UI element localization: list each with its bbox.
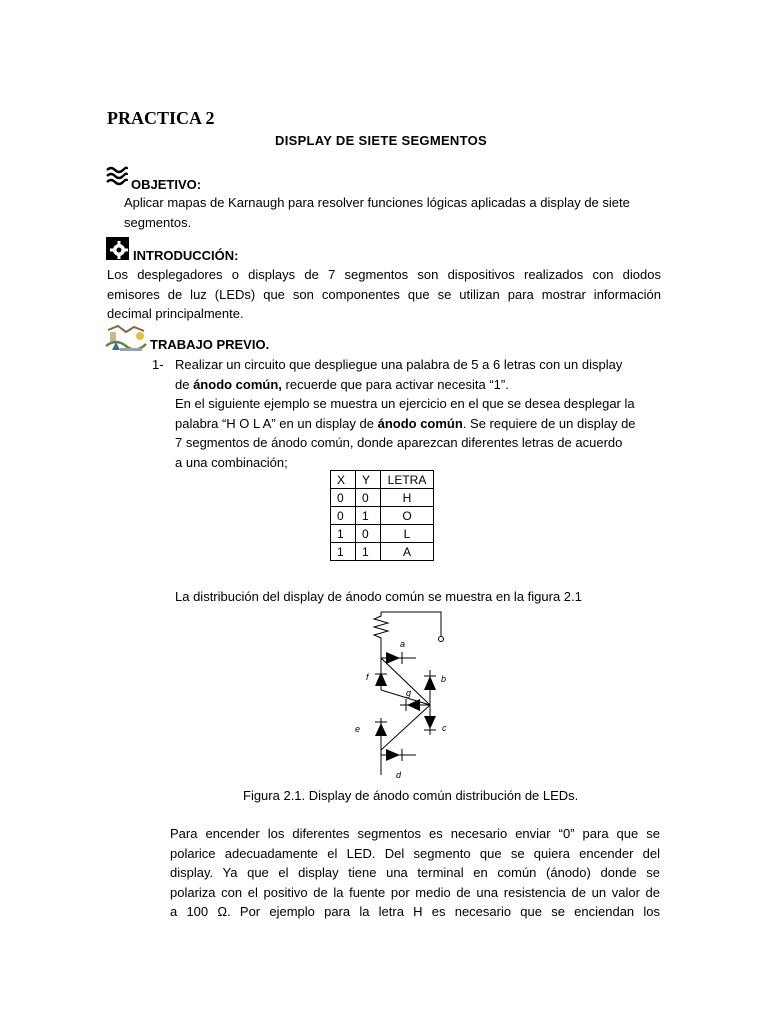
label-c: c [442, 723, 447, 733]
figure-caption: Figura 2.1. Display de ánodo común distribución de LEDs. [243, 788, 579, 803]
diode-e [375, 723, 387, 736]
table-cell: L [381, 525, 434, 543]
table-row [331, 525, 434, 543]
trabajo-previo-text [175, 355, 665, 472]
waves-icon [106, 166, 128, 186]
para-line: 7 segmentos de ánodo común, donde aparezcan diferentes letras de acuerdo [175, 435, 623, 450]
diode-a [386, 652, 400, 664]
diode-b [424, 676, 436, 690]
final-paragraph [170, 824, 660, 922]
table-cell: 1 [356, 543, 381, 561]
table-cell: O [381, 507, 434, 525]
text-fragment: palabra “H O L A” en un display de [175, 415, 378, 431]
distribution-text: La distribución del display de ánodo común se muestra en la figura 2.1 [175, 589, 582, 604]
text-fragment: . Se requiere de un display de [462, 415, 636, 431]
paragraph-line: Para encender los diferentes segmentos es necesario enviar “0” para que se [170, 826, 660, 841]
gear-icon [106, 237, 129, 260]
table-cell: H [381, 489, 434, 507]
objetivo-text [124, 193, 664, 232]
page-title: PRACTICA 2 [107, 108, 215, 128]
objetivo-line: Aplicar mapas de Karnaugh para resolver funciones lógicas aplicadas a display de siete [124, 195, 630, 210]
paragraph-line: a 100 Ω. Por ejemplo para la letra H es necesario que se enciendan los [170, 904, 660, 919]
paragraph-line: polariza con el positivo de la fuente por medio de una resistencia de un valor de [170, 884, 660, 900]
table-cell: 1 [356, 507, 381, 525]
item-number: 1- [152, 357, 164, 372]
text-fragment: recuerde que para activar necesita “1”. [281, 376, 509, 392]
para-line: En el siguiente ejemplo se muestra un ejercicio en el que se desea desplegar la [175, 396, 635, 411]
label-b: b [441, 674, 447, 684]
paragraph-line: display. Ya que el display tiene una terminal en común (ánodo) donde se [170, 865, 660, 880]
page-subtitle: DISPLAY DE SIETE SEGMENTOS [275, 133, 488, 148]
text-fragment: de [175, 376, 194, 392]
table-cell: A [381, 543, 434, 561]
table-header-row [331, 471, 434, 489]
objetivo-line: segmentos. [124, 214, 192, 230]
resistor [374, 612, 388, 648]
para-line [175, 414, 665, 434]
table-cell: 1 [331, 525, 356, 543]
para-line: a una combinación; [175, 454, 288, 470]
table-cell: 1 [331, 543, 356, 561]
table-row [331, 543, 434, 561]
bold-text: ánodo común [377, 415, 463, 431]
table-cell: 0 [356, 525, 381, 543]
table-cell: 0 [331, 489, 356, 507]
table-header: LETRA [381, 471, 434, 489]
label-e: e [355, 724, 361, 734]
table-row [331, 507, 434, 525]
label-f: f [366, 672, 369, 682]
label-a: a [400, 639, 406, 649]
bold-text: ánodo común, [193, 376, 282, 392]
trabajo-previo-heading: TRABAJO PREVIO. [150, 337, 270, 352]
table-header: Y [356, 471, 381, 489]
terminal-point [439, 637, 444, 642]
diode-g [407, 699, 420, 711]
objetivo-heading: OBJETIVO: [131, 177, 202, 192]
item-line: Realizar un circuito que despliegue una palabra de 5 a 6 letras con un display [175, 357, 623, 372]
led-circuit-diagram [350, 610, 460, 785]
label-d: d [396, 770, 402, 780]
diode-d [386, 749, 400, 761]
label-g: g [406, 688, 412, 698]
diode-c [424, 716, 436, 729]
introduccion-line: emisores de luz (LEDs) que son componentes que se utilizan para mostrar información [107, 286, 661, 302]
introduccion-text [107, 265, 661, 324]
introduccion-heading: INTRODUCCIÓN: [133, 248, 239, 263]
table-cell: 0 [331, 507, 356, 525]
table-row [331, 489, 434, 507]
item-line [175, 375, 665, 395]
truth-table [330, 470, 434, 561]
paragraph-line: polarice adecuadamente el LED. Del segmento que se quiera encender del [170, 845, 660, 861]
introduccion-line: Los desplegadores o displays de 7 segmentos son dispositivos realizados con diodos [107, 267, 661, 282]
tools-icon [104, 324, 148, 354]
table-cell: 0 [356, 489, 381, 507]
introduccion-line: decimal principalmente. [107, 306, 244, 321]
table-header: X [331, 471, 356, 489]
